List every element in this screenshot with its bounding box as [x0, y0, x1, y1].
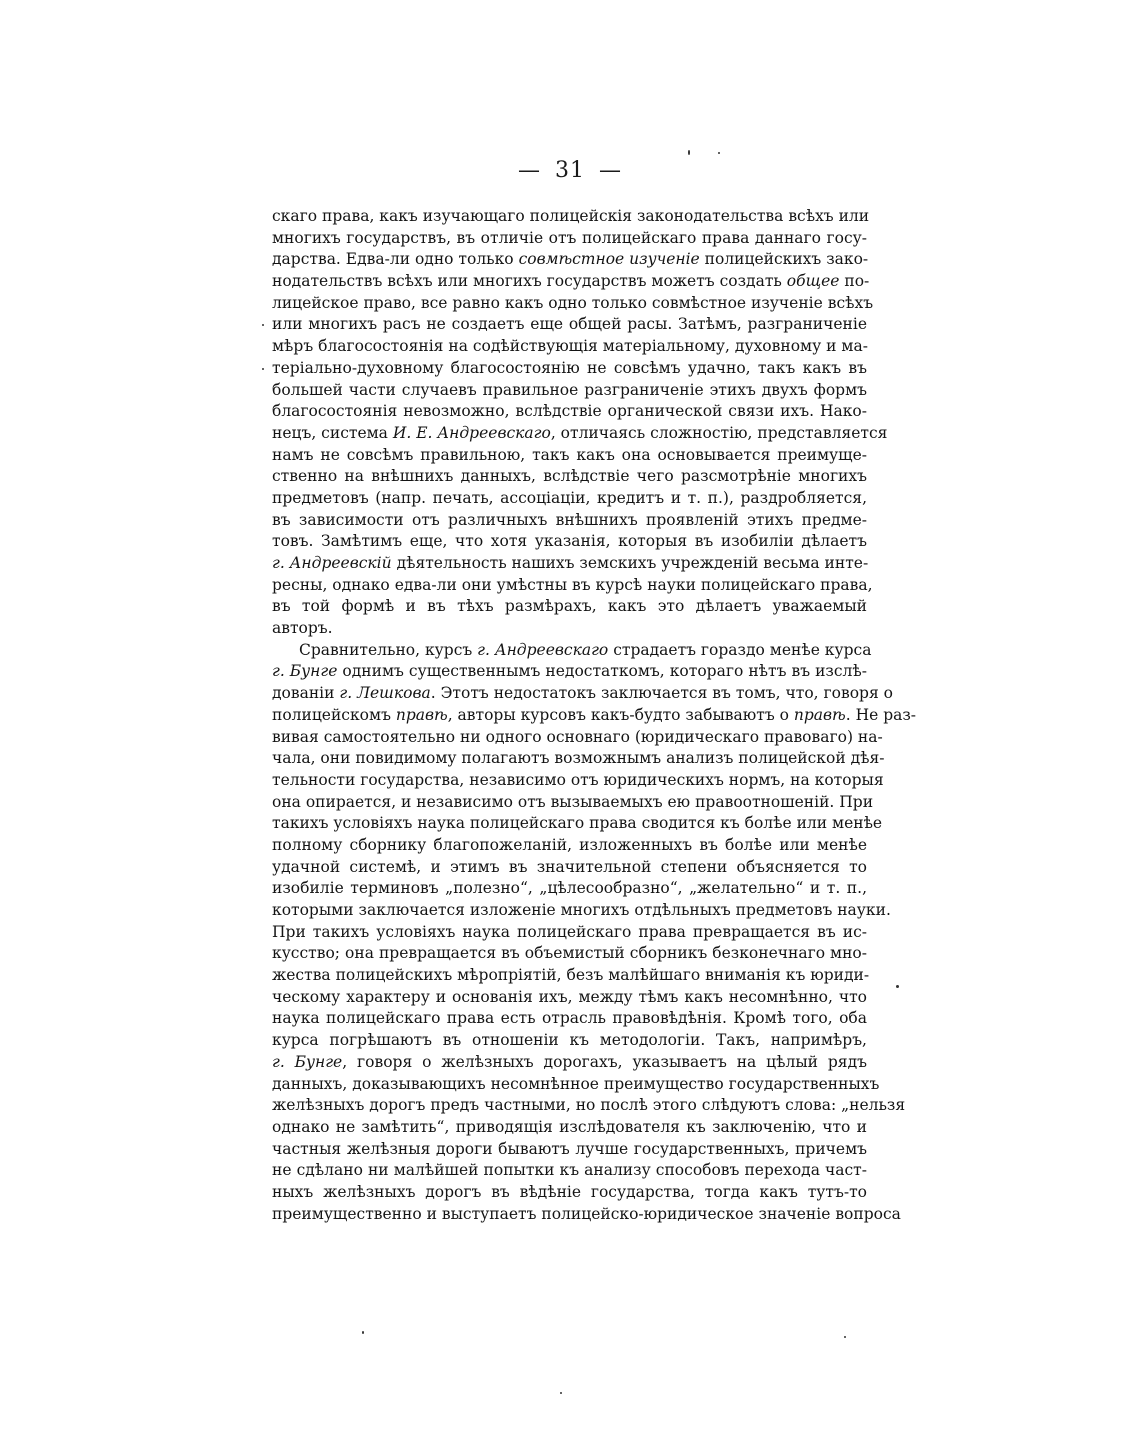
text-segment: полицейскомъ	[272, 705, 396, 724]
scan-speck	[362, 1331, 364, 1334]
text-line	[272, 640, 872, 662]
text-line	[272, 900, 891, 922]
text-line	[272, 1204, 901, 1226]
text-line	[272, 293, 874, 315]
text-line	[272, 1139, 867, 1161]
page-number-value: 31	[555, 158, 585, 183]
text-segment: удачной системѣ, и этимъ въ значительной степени объясняется то	[272, 857, 867, 876]
text-line	[272, 401, 867, 423]
text-line	[272, 1074, 880, 1096]
text-segment: такихъ условіяхъ наука полицейскаго права сводится къ болѣе или менѣе	[272, 814, 883, 833]
text-segment: дѣятельность нашихъ земскихъ учрежденій весьма инте-	[391, 554, 869, 572]
text-segment: авторъ.	[272, 619, 333, 638]
text-segment: желѣзныхъ дорогъ предъ частными, но послѣ этого слѣдуютъ слова: „нельзя	[272, 1096, 906, 1115]
text-segment: полному сборнику благопожеланій, изложенныхъ въ болѣе или менѣе	[272, 835, 867, 854]
italic-name: г. Бунге	[272, 1052, 343, 1071]
text-line	[272, 553, 867, 575]
text-segment: большей части случаевъ правильное разграниченіе этихъ двухъ формъ	[272, 380, 867, 399]
text-segment: въ той формѣ и въ тѣхъ размѣрахъ, какъ это дѣлаетъ уважаемый	[272, 597, 867, 616]
italic-name: совмѣстное изученіе	[518, 250, 700, 269]
text-segment: ресны, однако едва-ли они умѣстны въ курсѣ науки полицейскаго права,	[272, 575, 873, 594]
text-line	[272, 1182, 867, 1204]
text-segment: наука полицейскаго права есть отрасль правовѣдѣнія. Кромѣ того, оба	[272, 1009, 867, 1028]
text-segment: тельности государства, независимо отъ юридическихъ нормъ, на которыя	[272, 770, 884, 789]
italic-name: г. Бунге	[272, 662, 338, 681]
text-line	[272, 683, 893, 705]
text-line	[272, 770, 884, 792]
text-segment: многихъ государствъ, въ отличіе отъ полицейскаго права даннаго госу-	[272, 228, 867, 247]
text-segment: нодательствъ всѣхъ или многихъ государствъ можетъ создать	[272, 272, 787, 291]
scan-speck	[560, 1392, 562, 1394]
text-segment: данныхъ, доказывающихъ несомнѣнное преимущество государственныхъ	[272, 1074, 880, 1093]
text-line	[272, 466, 867, 488]
text-line	[272, 943, 867, 965]
text-segment: въ зависимости отъ различныхъ внѣшнихъ проявленій этихъ предме-	[272, 510, 867, 529]
text-segment: , отличаясь сложностію, представляется	[550, 423, 888, 442]
text-line	[272, 380, 867, 402]
text-line	[272, 661, 867, 683]
text-segment: изобиліе терминовъ „полезно“, „цѣлесообразно“, „желательно“ и т. п.,	[272, 879, 867, 898]
text-line	[272, 510, 867, 532]
text-segment: мѣръ благосостоянія на содѣйствующія матеріальному, духовному и ма-	[272, 337, 868, 356]
text-line	[272, 575, 873, 597]
page-number-dash-left: —	[518, 158, 541, 183]
text-line	[272, 358, 867, 380]
text-segment: не сдѣлано ни малѣйшей попытки къ анализу способовъ перехода част-	[272, 1161, 867, 1180]
italic-name: правѣ	[793, 705, 846, 724]
text-line	[272, 1052, 867, 1074]
text-line	[272, 1117, 867, 1139]
italic-name: И. Е. Андреевскаго	[392, 423, 551, 442]
text-segment: При такихъ условіяхъ наука полицейскаго права превращается въ ис-	[272, 922, 867, 941]
text-line	[272, 488, 867, 510]
text-line	[272, 878, 867, 900]
text-line	[272, 596, 867, 618]
text-line	[272, 618, 867, 640]
scan-speck	[688, 150, 690, 155]
text-line	[272, 314, 867, 336]
text-segment: ственно на внѣшнихъ данныхъ, вслѣдствіе чего разсмотрѣніе многихъ	[272, 467, 867, 486]
text-segment: , авторы курсовъ какъ-будто забываютъ о	[447, 705, 794, 724]
text-segment: ческому характеру и основанія ихъ, между тѣмъ какъ несомнѣнно, что	[272, 987, 867, 1006]
text-segment: жества полицейскихъ мѣропріятій, безъ малѣйшаго вниманія къ юриди-	[272, 966, 870, 985]
text-segment: страдаетъ гораздо менѣе курса	[608, 640, 872, 659]
text-segment: частныя желѣзныя дороги бываютъ лучше государственныхъ, причемъ	[272, 1139, 867, 1158]
text-line	[272, 271, 870, 293]
text-segment: благосостоянія невозможно, вслѣдствіе органической связи ихъ. Нако-	[272, 402, 867, 421]
italic-name: г. Андреевскаго	[477, 640, 609, 659]
scan-speck	[844, 1336, 846, 1338]
text-segment: скаго права, какъ изучающаго полицейскія законодательства всѣхъ или	[272, 207, 870, 225]
text-segment: нецъ, система	[272, 423, 393, 442]
text-line	[272, 857, 867, 879]
text-line	[272, 1095, 906, 1117]
text-segment: однако не замѣтить“, приводящія изслѣдователя къ заключенію, что и	[272, 1117, 867, 1136]
text-line	[272, 792, 874, 814]
text-segment: ныхъ желѣзныхъ дорогъ въ вѣдѣніе государства, тогда какъ тутъ-то	[272, 1182, 867, 1201]
text-segment: дованіи	[272, 684, 340, 703]
text-segment: предметовъ (напр. печать, ассоціаціи, кредитъ и т. п.), раздробляется,	[272, 488, 867, 507]
text-segment: которыми заключается изложеніе многихъ отдѣльныхъ предметовъ науки.	[272, 901, 891, 919]
text-segment: теріально-духовному благосостоянію не совсѣмъ удачно, такъ какъ въ	[272, 358, 867, 377]
text-segment: она опирается, и независимо отъ вызываемыхъ ею правоотношеній. При	[272, 792, 874, 811]
text-line	[272, 206, 870, 228]
text-segment: намъ не совсѣмъ правильною, такъ какъ она основывается преимуще-	[272, 445, 867, 464]
text-line	[272, 813, 883, 835]
text-segment: лицейское право, все равно какъ одно только совмѣстное изученіе всѣхъ	[272, 293, 874, 312]
italic-name: г. Лешкова	[339, 684, 431, 703]
text-line	[272, 336, 867, 358]
text-line	[272, 445, 867, 467]
italic-name: г. Андреевскій	[272, 554, 392, 572]
text-line	[272, 531, 867, 553]
text-line	[272, 249, 867, 271]
scan-speck	[718, 152, 720, 154]
text-line	[272, 965, 870, 987]
text-segment: кусство; она превращается въ объемистый сборникъ безконечнаго мно-	[272, 944, 867, 963]
italic-name: правѣ	[395, 705, 448, 724]
scan-speck	[262, 368, 264, 370]
text-line	[272, 705, 917, 727]
page-number	[0, 158, 1140, 183]
text-segment: курса погрѣшаютъ въ отношеніи къ методологіи. Такъ, напримѣръ,	[272, 1031, 867, 1050]
text-line	[272, 1008, 867, 1030]
text-line	[272, 835, 867, 857]
page-number-dash-right: —	[599, 158, 622, 183]
text-segment: однимъ существеннымъ недостаткомъ, котораго нѣтъ въ изслѣ-	[337, 662, 867, 681]
italic-name: общее	[786, 272, 840, 291]
text-segment: чала, они повидимому полагаютъ возможнымъ анализъ полицейской дѣя-	[272, 749, 885, 768]
text-segment: . Этотъ недостатокъ заключается въ томъ, что, говоря о	[430, 684, 893, 703]
text-segment: по-	[839, 272, 870, 291]
text-line	[272, 228, 867, 250]
text-line	[272, 748, 885, 770]
body-text	[272, 206, 917, 1225]
text-segment: вивая самостоятельно ни одного основнаго (юридическаго правоваго) на-	[272, 727, 883, 746]
text-line	[272, 423, 888, 445]
text-segment: дарства. Едва-ли одно только	[272, 250, 519, 269]
text-segment: товъ. Замѣтимъ еще, что хотя указанія, которыя въ изобиліи дѣлаетъ	[272, 532, 867, 551]
scan-speck	[262, 324, 264, 326]
text-line	[272, 1160, 867, 1182]
text-segment: полицейскихъ зако-	[699, 250, 869, 269]
text-segment: . Не раз-	[845, 705, 917, 724]
text-segment: преимущественно и выступаетъ полицейско-юридическое значеніе вопроса	[272, 1204, 901, 1223]
text-segment: или многихъ расъ не создаетъ еще общей расы. Затѣмъ, разграниченіе	[272, 315, 867, 334]
text-line	[272, 727, 883, 749]
scan-speck	[896, 985, 899, 988]
text-segment: , говоря о желѣзныхъ дорогахъ, указываетъ на цѣлый рядъ	[342, 1052, 867, 1071]
text-line	[272, 1030, 867, 1052]
text-line	[272, 922, 867, 944]
text-line	[272, 987, 867, 1009]
text-segment: Сравнительно, курсъ	[299, 640, 478, 659]
